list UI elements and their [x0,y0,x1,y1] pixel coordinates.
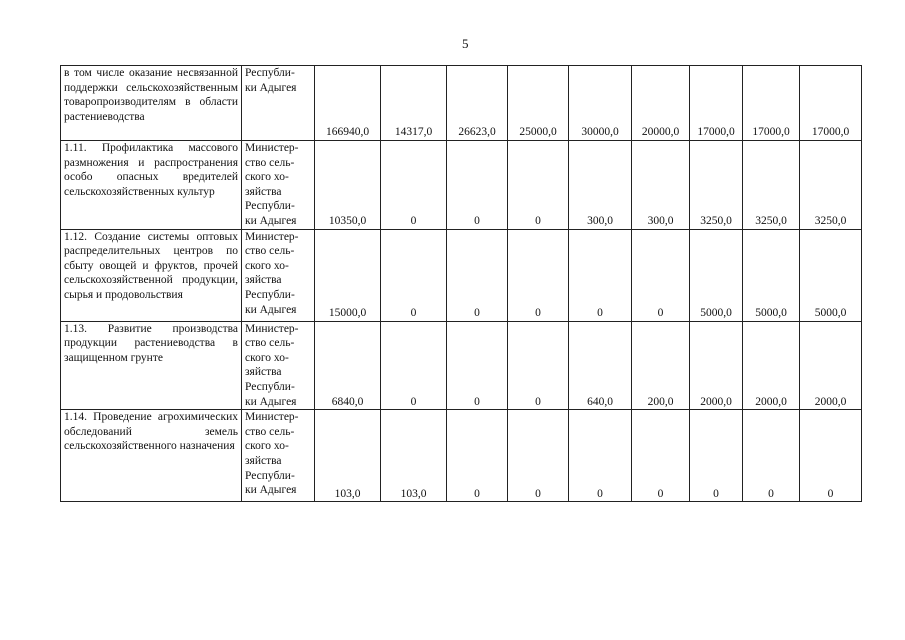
executor-line: ского хо- [245,351,289,364]
executor-line: ского хо- [245,171,289,184]
funding-value: 0 [381,229,447,321]
table-row [61,321,862,410]
table-row [61,229,862,321]
executor-line: ки Адыгея [245,81,297,94]
executor-line: Республи- [245,200,295,213]
page-number: 5 [462,36,469,51]
funding-value: 300,0 [569,141,632,230]
funding-value: 0 [569,229,632,321]
funding-value: 5000,0 [743,229,800,321]
executor-line: Министер- [245,230,299,243]
funding-value: 5000,0 [800,229,862,321]
funding-value: 300,0 [632,141,690,230]
executor-line: ство сель- [245,156,295,169]
funding-value: 166940,0 [315,66,381,141]
executor-line: ки Адыгея [245,484,297,497]
table-body [61,66,862,502]
funding-value: 15000,0 [315,229,381,321]
funding-value: 0 [447,229,508,321]
executor-line: Министер- [245,322,299,335]
measure-description: 1.13. Развитие производства продукции растениеводства в защищенном грунте [61,321,242,410]
executor-line: зяйства [245,274,282,287]
funding-value: 0 [690,410,743,502]
executor-line: Республи- [245,469,295,482]
funding-value: 3250,0 [690,141,743,230]
funding-value: 10350,0 [315,141,381,230]
executor-cell [242,410,315,502]
executor-cell [242,66,315,141]
executor-line: ство сель- [245,425,295,438]
funding-value: 0 [447,141,508,230]
funding-value: 3250,0 [743,141,800,230]
funding-value: 17000,0 [690,66,743,141]
executor-line: Республи- [245,67,295,79]
funding-value: 17000,0 [800,66,862,141]
table-row [61,410,862,502]
funding-value: 0 [800,410,862,502]
measure-description: в том числе оказание несвязанной поддержки сельскохозяйственным товаропроизводителям в области растениеводства [61,66,242,141]
funding-value: 0 [632,410,690,502]
executor-line: ство сель- [245,337,295,350]
funding-value: 200,0 [632,321,690,410]
funding-value: 640,0 [569,321,632,410]
executor-cell [242,229,315,321]
funding-value: 103,0 [381,410,447,502]
funding-value: 0 [381,141,447,230]
table-row [61,141,862,230]
executor-line: зяйства [245,185,282,198]
executor-line: Республи- [245,288,295,301]
funding-value: 30000,0 [569,66,632,141]
executor-line: ки Адыгея [245,395,297,408]
measure-description: 1.11. Профилактика массового размножения и распространения особо опасных вредителей сельскохозяйственных культур [61,141,242,230]
funding-value: 0 [569,410,632,502]
funding-value: 0 [508,321,569,410]
measure-description: 1.14. Проведение агрохимических обследований земель сельскохозяйственного назначения [61,410,242,502]
funding-value: 3250,0 [800,141,862,230]
executor-line: Республи- [245,380,295,393]
funding-value: 0 [381,321,447,410]
executor-cell [242,141,315,230]
funding-value: 2000,0 [800,321,862,410]
funding-value: 103,0 [315,410,381,502]
measure-description: 1.12. Создание системы оптовых распределительных центров по сбыту овощей и фруктов, прочей сельскохозяйственной продукции, сырья и продовольствия [61,229,242,321]
executor-line: зяйства [245,366,282,379]
funding-value: 0 [508,141,569,230]
funding-value: 0 [632,229,690,321]
funding-value: 2000,0 [690,321,743,410]
program-funding-table [60,65,862,502]
funding-value: 0 [447,321,508,410]
executor-line: Министер- [245,142,299,154]
funding-value: 20000,0 [632,66,690,141]
executor-line: ство сель- [245,245,295,258]
funding-value: 0 [743,410,800,502]
executor-line: ского хо- [245,259,289,272]
executor-line: Министер- [245,411,299,424]
executor-line: ки Адыгея [245,214,297,227]
funding-value: 14317,0 [381,66,447,141]
funding-value: 0 [508,410,569,502]
funding-value: 6840,0 [315,321,381,410]
funding-value: 26623,0 [447,66,508,141]
executor-line: ского хо- [245,440,289,453]
funding-value: 0 [508,229,569,321]
executor-line: зяйства [245,454,282,467]
funding-value: 17000,0 [743,66,800,141]
executor-cell [242,321,315,410]
funding-value: 25000,0 [508,66,569,141]
funding-value: 2000,0 [743,321,800,410]
funding-value: 0 [447,410,508,502]
funding-value: 5000,0 [690,229,743,321]
table-row [61,66,862,141]
executor-line: ки Адыгея [245,303,297,316]
